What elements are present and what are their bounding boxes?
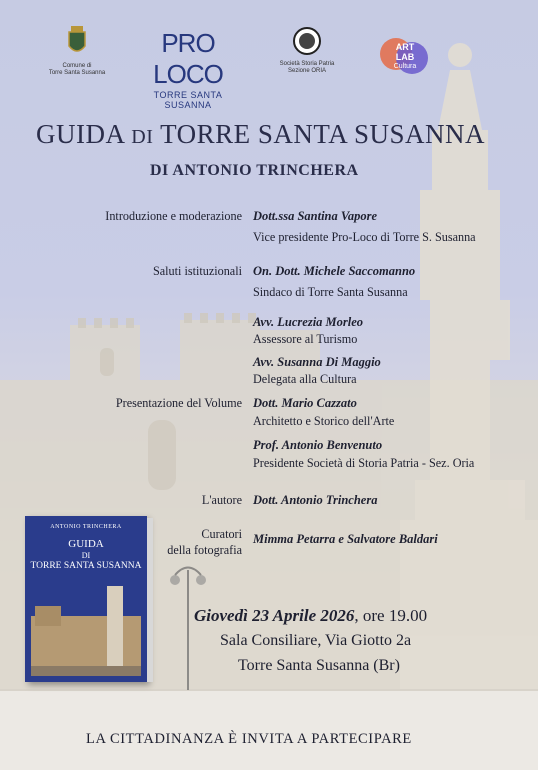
event-subtitle: DI ANTONIO TRINCHERA: [150, 162, 359, 179]
program-desc: Assessore al Turismo: [253, 332, 358, 346]
book-title-2: DI: [81, 551, 91, 560]
book-title-1: GUIDA: [68, 538, 104, 550]
program-desc: Vice presidente Pro-Loco di Torre S. Susanna: [253, 230, 476, 244]
seal-icon: [292, 26, 322, 56]
comune-logo: Comune di Torre Santa Susanna: [48, 24, 106, 77]
program-role-line2: della fotografia: [167, 543, 242, 557]
program-role: Presentazione del Volume: [115, 396, 242, 410]
book-cover-photo: [31, 586, 141, 676]
event-title: GUIDA DI TORRE SANTA SUSANNA: [36, 119, 486, 149]
logo-bar: [0, 22, 538, 110]
book-spine: [147, 518, 153, 682]
coat-of-arms-icon: [65, 24, 89, 58]
program-name: Mimma Petarra e Salvatore Baldari: [253, 532, 438, 546]
invitation-footer: LA CITTADINANZA È INVITA A PARTECIPARE: [86, 731, 412, 747]
program-role: Saluti istituzionali: [152, 264, 242, 278]
program-desc: Delegata alla Cultura: [253, 372, 357, 386]
artlab-logo: ART LAB Cultura: [378, 34, 432, 80]
program-desc: Sindaco di Torre Santa Susanna: [253, 285, 408, 299]
storia-patria-logo: Società Storia Patria Sezione ORIA: [272, 26, 342, 75]
program-name: Prof. Antonio Benvenuto: [253, 438, 383, 452]
book-author: ANTONIO TRINCHERA: [50, 524, 122, 530]
program-role: Curatori: [201, 527, 242, 541]
event-date: Giovedì 23 Aprile 2026, ore 19.00: [194, 606, 428, 625]
book-cover: [25, 516, 147, 682]
program-name: Dott. Mario Cazzato: [253, 396, 357, 410]
program-role: L'autore: [201, 493, 242, 507]
proloco-logo: PRO LOCO TORRE SANTA SUSANNA: [153, 28, 223, 110]
program-name: Avv. Susanna Di Maggio: [253, 355, 381, 369]
book-title-3: TORRE SANTA SUSANNA: [30, 561, 142, 571]
program-desc: Architetto e Storico dell'Arte: [253, 414, 395, 428]
program-name: On. Dott. Michele Saccomanno: [253, 264, 416, 278]
program-role: Introduzione e moderazione: [105, 209, 242, 223]
program-name: Dott. Antonio Trinchera: [253, 493, 378, 507]
event-place: Sala Consiliare, Via Giotto 2a: [220, 632, 412, 649]
program-name: Dott.ssa Santina Vapore: [253, 209, 377, 223]
program-name: Avv. Lucrezia Morleo: [253, 315, 364, 329]
program-desc: Presidente Società di Storia Patria - Sez. Oria: [253, 456, 475, 470]
event-city: Torre Santa Susanna (Br): [238, 657, 400, 674]
